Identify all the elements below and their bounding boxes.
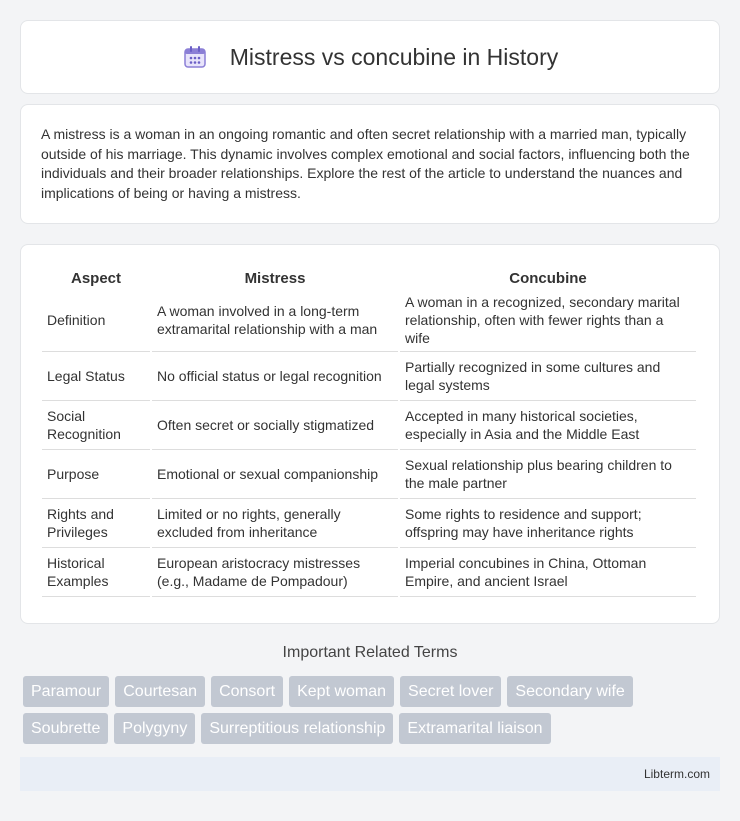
- column-header-concubine: Concubine: [509, 269, 587, 287]
- table-cell-aspect: Historical Examples: [42, 548, 150, 597]
- related-term-tag[interactable]: Secondary wife: [507, 676, 632, 707]
- comparison-table: [40, 265, 698, 597]
- related-terms-list: [23, 676, 723, 750]
- table-header-row: [42, 265, 696, 289]
- table-cell-mistress: Emotional or sexual companionship: [152, 450, 398, 499]
- table-row: [42, 401, 696, 450]
- table-cell-concubine: Accepted in many historical societies, especially in Asia and the Middle East: [400, 401, 696, 450]
- related-term-tag[interactable]: Soubrette: [23, 713, 108, 744]
- footer-site-link[interactable]: Libterm.com: [643, 767, 710, 781]
- table-cell-aspect: Purpose: [42, 450, 150, 499]
- related-term-tag[interactable]: Polygyny: [114, 713, 195, 744]
- footer: [20, 757, 720, 791]
- table-cell-concubine: Imperial concubines in China, Ottoman Empire, and ancient Israel: [400, 548, 696, 597]
- table-row: [42, 499, 696, 548]
- column-header-aspect: Aspect: [70, 269, 122, 287]
- comparison-table-card: [20, 244, 720, 624]
- title-card: [20, 20, 720, 94]
- related-term-tag[interactable]: Consort: [211, 676, 283, 707]
- related-term-tag[interactable]: Kept woman: [289, 676, 394, 707]
- table-cell-mistress: Limited or no rights, generally excluded from inheritance: [152, 499, 398, 548]
- related-term-tag[interactable]: Surreptitious relationship: [201, 713, 393, 744]
- related-term-tag[interactable]: Courtesan: [115, 676, 205, 707]
- table-cell-concubine: Partially recognized in some cultures and legal systems: [400, 352, 696, 401]
- table-cell-aspect: Definition: [42, 289, 150, 352]
- table-row: [42, 289, 696, 352]
- table-cell-aspect: Legal Status: [42, 352, 150, 401]
- related-term-tag[interactable]: Extramarital liaison: [399, 713, 550, 744]
- table-cell-aspect: Social Recognition: [42, 401, 150, 450]
- table-cell-concubine: Sexual relationship plus bearing children to the male partner: [400, 450, 696, 499]
- table-cell-mistress: A woman involved in a long-term extramarital relationship with a man: [152, 289, 398, 352]
- calendar-icon: [182, 44, 208, 70]
- table-cell-mistress: Often secret or socially stigmatized: [152, 401, 398, 450]
- table-row: [42, 352, 696, 401]
- intro-text: A mistress is a woman in an ongoing romantic and often secret relationship with a married man, typically outside of his marriage. This dynamic involves complex emotional and social factors, influencing both the individuals and their broader relationships. Explore the rest of the article to understand the nuances and implications of being or having a mistress.: [41, 126, 690, 201]
- table-row: [42, 548, 696, 597]
- table-cell-aspect: Rights and Privileges: [42, 499, 150, 548]
- table-cell-mistress: No official status or legal recognition: [152, 352, 398, 401]
- table-row: [42, 450, 696, 499]
- related-terms-heading: Important Related Terms: [282, 644, 458, 661]
- table-cell-concubine: Some rights to residence and support; offspring may have inheritance rights: [400, 499, 696, 548]
- related-term-tag[interactable]: Secret lover: [400, 676, 501, 707]
- table-cell-mistress: European aristocracy mistresses (e.g., Madame de Pompadour): [152, 548, 398, 597]
- related-term-tag[interactable]: Paramour: [23, 676, 109, 707]
- table-cell-concubine: A woman in a recognized, secondary marital relationship, often with fewer rights than a wife: [400, 289, 696, 352]
- column-header-mistress: Mistress: [244, 269, 306, 287]
- page-title: Mistress vs concubine in History: [229, 43, 559, 70]
- intro-card: [20, 104, 720, 224]
